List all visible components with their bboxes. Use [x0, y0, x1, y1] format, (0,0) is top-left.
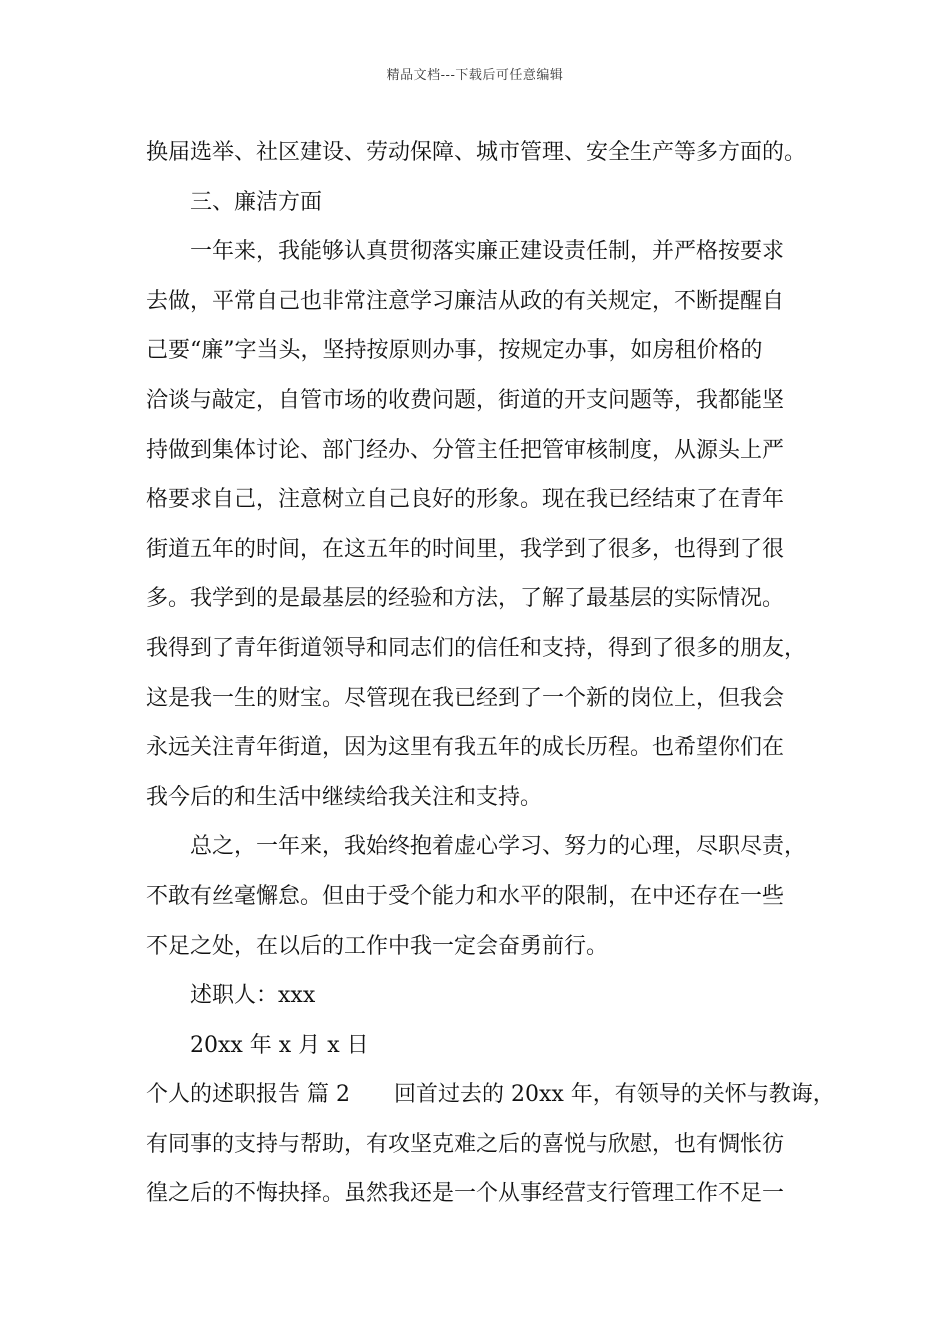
- page-header: 精品文档---下载后可任意编辑: [386, 68, 564, 83]
- text-line: 我今后的和生活中继续给我关注和支持。: [146, 784, 543, 810]
- document-body: [146, 128, 835, 1219]
- text-line: 我得到了青年街道领导和同志们的信任和支持，得到了很多的朋友，: [146, 635, 807, 661]
- paragraph-continuation: [146, 128, 826, 178]
- text-line: 持做到集体讨论、部门经办、分管主任把管审核制度，从源头上严: [146, 437, 785, 463]
- text-line: 徨之后的不悔抉择。虽然我还是一个从事经营支行管理工作不足一: [146, 1181, 785, 1207]
- text-line: 永远关注青年街道，因为这里有我五年的成长历程。也希望你们在: [146, 735, 785, 761]
- text-line: 格要求自己，注意树立自己良好的形象。现在我已经结束了在青年: [146, 487, 785, 513]
- text-line: 有同事的支持与帮助，有攻坚克难之后的喜悦与欣慰，也有惆怅彷: [146, 1131, 785, 1157]
- text-line: 换届选举、社区建设、劳动保障、城市管理、安全生产等多方面的。: [146, 140, 807, 165]
- text-line: 不敢有丝毫懈怠。但由于受个能力和水平的限制，在中还存在一些: [146, 883, 785, 909]
- text-line: 去做，平常自己也非常注意学习廉洁从政的有关规定，不断提醒自: [146, 288, 785, 314]
- text-line: 己要“廉”字当头，坚持按原则办事，按规定办事，如房租价格的: [146, 338, 763, 364]
- text-line: 街道五年的时间，在这五年的时间里，我学到了很多，也得到了很: [146, 536, 785, 562]
- text-line: [146, 1070, 835, 1120]
- text-line: 这是我一生的财宝。尽管现在我已经到了一个新的岗位上，但我会: [146, 685, 785, 711]
- paragraph-integrity: [146, 227, 826, 822]
- text-line: 不足之处，在以后的工作中我一定会奋勇前行。: [146, 933, 609, 959]
- text-line: 多。我学到的是最基层的经验和方法，了解了最基层的实际情况。: [146, 586, 785, 612]
- paragraph-summary: [146, 822, 826, 971]
- date-text: 20xx 年 x 月 x 日: [190, 1032, 369, 1058]
- text-line: 一年来，我能够认真贯彻落实廉正建设责任制，并严格按要求: [190, 239, 785, 265]
- report-title: 个人的述职报告 篇 2: [146, 1082, 350, 1108]
- signature-line: [146, 971, 826, 1021]
- report-intro: 回首过去的 20xx 年，有领导的关怀与教诲，: [393, 1082, 835, 1108]
- text-line: 总之，一年来，我始终抱着虚心学习、努力的心理，尽职尽责，: [190, 834, 807, 860]
- paragraph-report-2: [146, 1070, 835, 1219]
- section-heading: [146, 178, 826, 228]
- date-line: [146, 1021, 826, 1071]
- section-heading-text: 三、廉洁方面: [190, 189, 323, 215]
- signature-text: 述职人：xxx: [190, 983, 316, 1009]
- text-line: 洽谈与敲定，自管市场的收费问题，街道的开支问题等，我都能坚: [146, 387, 785, 413]
